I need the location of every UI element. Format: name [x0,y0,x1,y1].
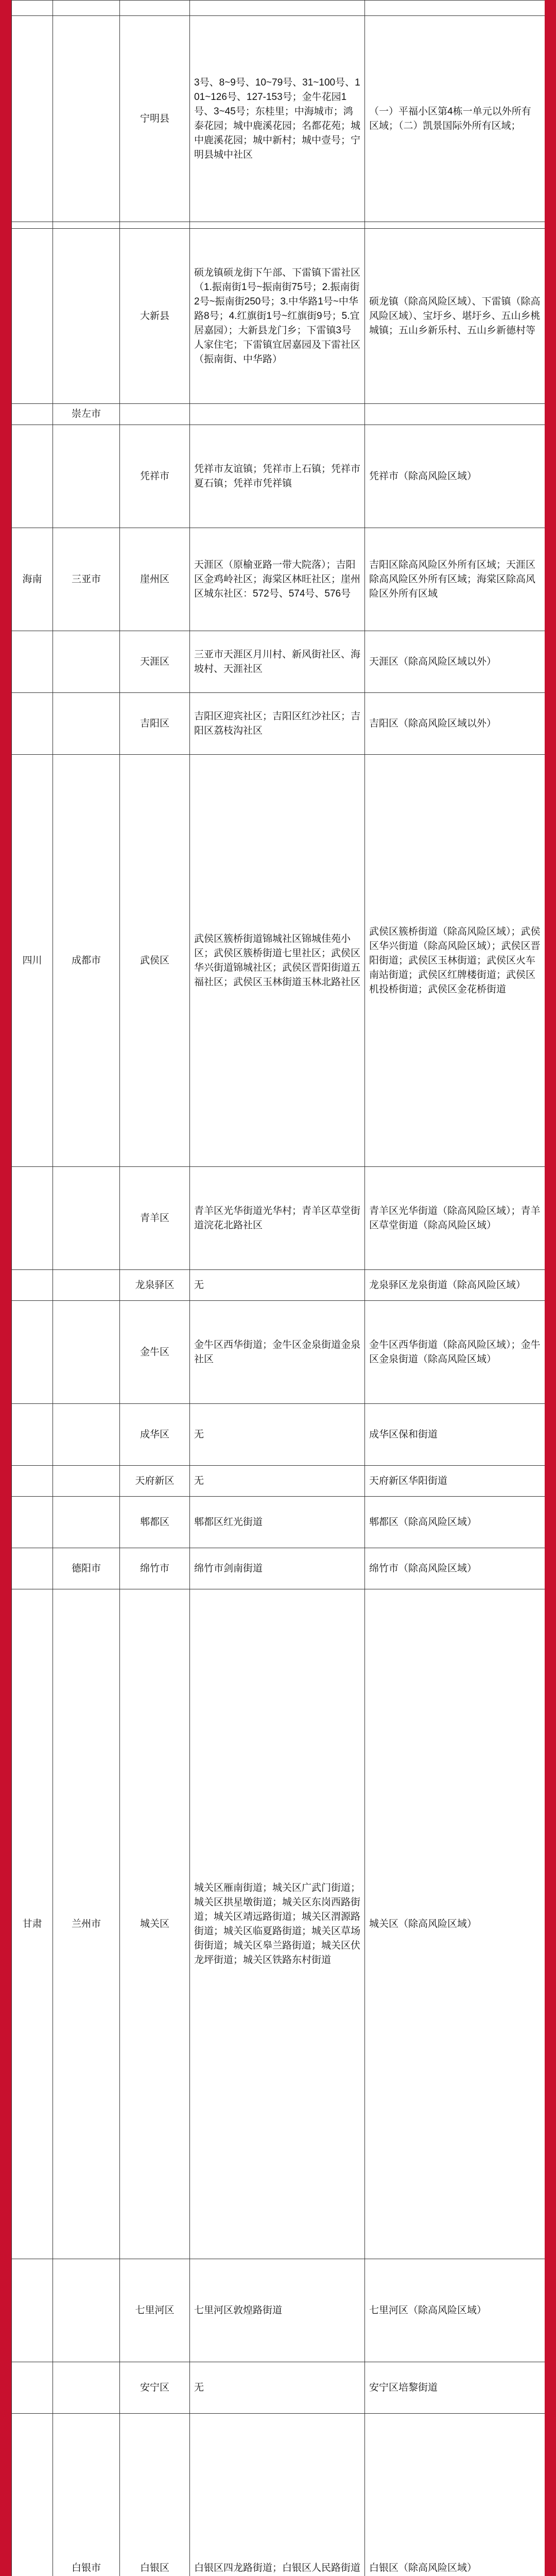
city-cell [53,631,120,693]
risk-area-table-sheet [11,0,545,2576]
mid-risk-cell [365,1,545,16]
mid-risk-cell [365,222,545,229]
province-cell [12,1,53,16]
district-cell: 凭祥市 [120,425,190,528]
province-cell [12,16,53,222]
province-cell [12,1270,53,1301]
district-cell: 郫都区 [120,1497,190,1548]
high-risk-cell: 天涯区（原榆亚路一带大院落）；吉阳区金鸡岭社区；海棠区林旺社区；崖州区城东社区：572号、574号、576号 [190,528,365,631]
district-cell: 大新县 [120,229,190,404]
city-cell [53,1167,120,1270]
mid-risk-cell: 安宁区培黎街道 [365,2362,545,2414]
table-row [12,1301,545,1404]
mid-risk-cell: 青羊区光华街道（除高风险区域）；青羊区草堂街道（除高风险区域） [365,1167,545,1270]
city-cell: 兰州市 [53,1589,120,2259]
high-risk-cell: 硕龙镇硕龙街下午部、下雷镇下雷社区（1.振南街1号~振南街75号；2.振南街2号~振南街250号；3.中华路1号~中华路8号；4.红旗街1号~红旗街9号；5.宜居嘉园）；大新县龙门乡；下雷镇3号人家住宅；下雷镇宜居嘉园及下雷社区（振南街、中华路） [190,229,365,404]
table-row [12,16,545,222]
high-risk-cell: 白银区四龙路街道；白银区人民路街道 [190,2414,365,2576]
high-risk-cell: 郫都区红光街道 [190,1497,365,1548]
mid-risk-cell: 硕龙镇（除高风险区域）、下雷镇（除高风险区域）、宝圩乡、堪圩乡、五山乡桃城镇；五山乡新乐村、五山乡新德村等 [365,229,545,404]
table-row [12,693,545,755]
district-cell: 龙泉驿区 [120,1270,190,1301]
table-row [12,1167,545,1270]
city-cell: 成都市 [53,755,120,1167]
table-row [12,631,545,693]
district-cell: 绵竹市 [120,1548,190,1589]
province-cell: 四川 [12,755,53,1167]
high-risk-cell: 吉阳区迎宾社区；吉阳区红沙社区；吉阳区荔枝沟社区 [190,693,365,755]
mid-risk-cell: 郫都区（除高风险区域） [365,1497,545,1548]
district-cell: 青羊区 [120,1167,190,1270]
mid-risk-cell: 天涯区（除高风险区域以外） [365,631,545,693]
district-cell [120,404,190,425]
district-cell [120,222,190,229]
city-cell: 德阳市 [53,1548,120,1589]
table-row [12,1,545,16]
table-row [12,1466,545,1497]
risk-area-table [11,0,545,2576]
table-row [12,1497,545,1548]
district-cell: 天涯区 [120,631,190,693]
high-risk-cell: 无 [190,1270,365,1301]
mid-risk-cell: 龙泉驿区龙泉街道（除高风险区域） [365,1270,545,1301]
high-risk-cell: 青羊区光华街道光华村；青羊区草堂街道浣花北路社区 [190,1167,365,1270]
high-risk-cell: 城关区雁南街道；城关区广武门街道；城关区拱星墩街道；城关区东岗西路街道；城关区靖远路街道；城关区渭源路街道；城关区临夏路街道；城关区草场街街道；城关区皋兰路街道；城关区伏龙坪街道；城关区铁路东村街道 [190,1589,365,2259]
province-cell [12,1548,53,1589]
province-cell [12,1497,53,1548]
table-row [12,1270,545,1301]
district-cell: 白银区 [120,2414,190,2576]
table-row [12,755,545,1167]
province-cell [12,2414,53,2576]
mid-risk-cell: 白银区（除高风险区域） [365,2414,545,2576]
district-cell: 宁明县 [120,16,190,222]
city-cell [53,16,120,222]
city-cell [53,1301,120,1404]
high-risk-cell: 武侯区簇桥街道锦城社区锦城佳苑小区；武侯区簇桥街道七里社区；武侯区华兴街道锦城社区；武侯区晋阳街道五福社区；武侯区玉林街道玉林北路社区 [190,755,365,1167]
district-cell: 吉阳区 [120,693,190,755]
province-cell [12,404,53,425]
province-cell [12,1466,53,1497]
city-cell [53,2259,120,2362]
high-risk-cell: 无 [190,1466,365,1497]
district-cell: 安宁区 [120,2362,190,2414]
mid-risk-cell: 七里河区（除高风险区域） [365,2259,545,2362]
table-row [12,404,545,425]
province-cell [12,222,53,229]
high-risk-cell [190,1,365,16]
mid-risk-cell: 成华区保和街道 [365,1404,545,1466]
province-cell [12,693,53,755]
mid-risk-cell: 武侯区簇桥街道（除高风险区域）；武侯区华兴街道（除高风险区域）；武侯区晋阳街道；武侯区玉林街道；武侯区火车南站街道；武侯区红牌楼街道；武侯区机投桥街道；武侯区金花桥街道 [365,755,545,1167]
district-cell: 崖州区 [120,528,190,631]
high-risk-cell: 七里河区敦煌路街道 [190,2259,365,2362]
city-cell: 白银市 [53,2414,120,2576]
high-risk-cell [190,404,365,425]
mid-risk-cell: （一）平福小区第4栋一单元以外所有区域；（二）凯景国际外所有区域； [365,16,545,222]
district-cell: 金牛区 [120,1301,190,1404]
province-cell: 甘肃 [12,1589,53,2259]
table-row [12,2362,545,2414]
city-cell [53,222,120,229]
province-cell [12,2362,53,2414]
high-risk-cell: 绵竹市剑南街道 [190,1548,365,1589]
district-cell: 七里河区 [120,2259,190,2362]
province-cell: 海南 [12,528,53,631]
mid-risk-cell: 城关区（除高风险区域） [365,1589,545,2259]
high-risk-cell [190,222,365,229]
city-cell [53,1404,120,1466]
high-risk-cell: 金牛区西华街道；金牛区金泉街道金泉社区 [190,1301,365,1404]
mid-risk-cell: 天府新区华阳街道 [365,1466,545,1497]
table-row [12,1589,545,2259]
table-row [12,2414,545,2576]
mid-risk-cell: 绵竹市（除高风险区域） [365,1548,545,1589]
risk-area-rows [12,1,545,2576]
table-row [12,1404,545,1466]
province-cell [12,425,53,528]
province-cell [12,1404,53,1466]
province-cell [12,1301,53,1404]
high-risk-cell: 三亚市天涯区月川村、新风街社区、海坡村、天涯社区 [190,631,365,693]
province-cell [12,631,53,693]
province-cell [12,2259,53,2362]
mid-risk-cell [365,404,545,425]
high-risk-cell: 无 [190,1404,365,1466]
table-row [12,229,545,404]
city-cell [53,1466,120,1497]
city-cell [53,2362,120,2414]
city-cell: 三亚市 [53,528,120,631]
mid-risk-cell: 凭祥市（除高风险区域） [365,425,545,528]
district-cell: 城关区 [120,1589,190,2259]
district-cell: 天府新区 [120,1466,190,1497]
district-cell: 武侯区 [120,755,190,1167]
province-cell [12,229,53,404]
city-cell [53,1270,120,1301]
province-cell [12,1167,53,1270]
high-risk-cell: 凭祥市友谊镇；凭祥市上石镇；凭祥市夏石镇；凭祥市凭祥镇 [190,425,365,528]
high-risk-cell: 3号、8~9号、10~79号、31~100号、101~126号、127-153号；金牛花园1号、3~45号；东桂里；中海城市；鸿泰花园；城中鹿溪花园；名都花苑；城中鹿溪花园；城中新村；城中壹号；宁明县城中社区 [190,16,365,222]
mid-risk-cell: 金牛区西华街道（除高风险区域）；金牛区金泉街道（除高风险区域） [365,1301,545,1404]
city-cell [53,425,120,528]
city-cell: 崇左市 [53,404,120,425]
city-cell [53,1497,120,1548]
table-row [12,528,545,631]
city-cell [53,229,120,404]
city-cell [53,693,120,755]
district-cell [120,1,190,16]
city-cell [53,1,120,16]
district-cell: 成华区 [120,1404,190,1466]
mid-risk-cell: 吉阳区（除高风险区域以外） [365,693,545,755]
table-row [12,2259,545,2362]
table-row [12,425,545,528]
high-risk-cell: 无 [190,2362,365,2414]
table-row [12,222,545,229]
mid-risk-cell: 吉阳区除高风险区外所有区域；天涯区除高风险区外所有区域；海棠区除高风险区外所有区域 [365,528,545,631]
table-row [12,1548,545,1589]
